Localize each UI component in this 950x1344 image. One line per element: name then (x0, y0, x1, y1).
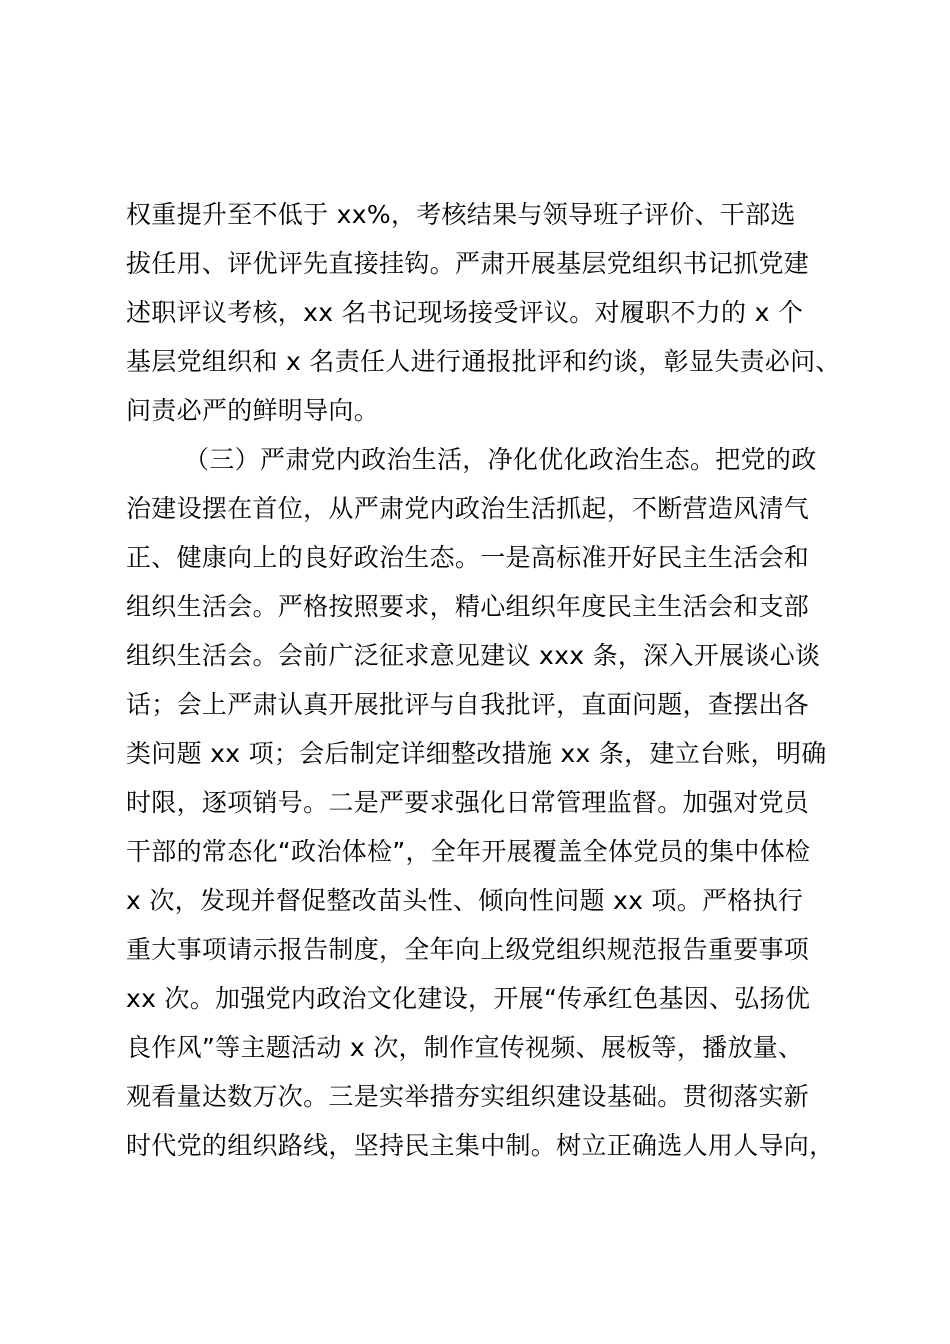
text-line: 类问题 xx 项；会后制定详细整改措施 xx 条，建立台账，明确 (126, 739, 827, 768)
text-line: 组织生活会。严格按照要求，精心组织年度民主生活会和支部 (126, 592, 810, 621)
text-line: 基层党组织和 x 名责任人进行通报批评和约谈，彰显失责必问、 (126, 347, 841, 376)
text-line: 拔任用、评优评先直接挂钩。严肃开展基层党组织书记抓党建 (126, 249, 810, 278)
document-body (126, 190, 841, 1170)
text-line: 述职评议考核，xx 名书记现场接受评议。对履职不力的 x 个 (126, 298, 804, 327)
text-line: 良作风”等主题活动 x 次，制作宣传视频、展板等，播放量、 (126, 1033, 804, 1062)
text-line: 问责必严的鲜明导向。 (126, 396, 380, 425)
text-line: xx 次。加强党内政治文化建设，开展“传承红色基因、弘扬优 (126, 984, 811, 1013)
text-line: 观看量达数万次。三是实举措夯实组织建设基础。贯彻落实新 (126, 1082, 810, 1111)
text-line: 时限，逐项销号。二是严要求强化日常管理监督。加强对党员 (126, 788, 810, 817)
text-line: 治建设摆在首位，从严肃党内政治生活抓起，不断营造风清气 (126, 494, 810, 523)
text-line: 话；会上严肃认真开展批评与自我批评，直面问题，查摆出各 (126, 690, 810, 719)
text-line: 组织生活会。会前广泛征求意见建议 xxx 条，深入开展谈心谈 (126, 641, 821, 670)
text-line: 时代党的组织路线，坚持民主集中制。树立正确选人用人导向， (126, 1131, 835, 1160)
text-line: 重大事项请示报告制度，全年向上级党组织规范报告重要事项 (126, 935, 810, 964)
text-line: 正、健康向上的良好政治生态。一是高标准开好民主生活会和 (126, 543, 810, 572)
section-heading-line: （三）严肃党内政治生活，净化优化政治生态。把党的政 (184, 445, 817, 474)
text-line: x 次，发现并督促整改苗头性、倾向性问题 xx 项。严格执行 (126, 886, 804, 915)
text-line: 权重提升至不低于 xx%，考核结果与领导班子评价、干部选 (126, 200, 796, 229)
text-line: 干部的常态化“政治体检”，全年开展覆盖全体党员的集中体检 (126, 837, 811, 866)
